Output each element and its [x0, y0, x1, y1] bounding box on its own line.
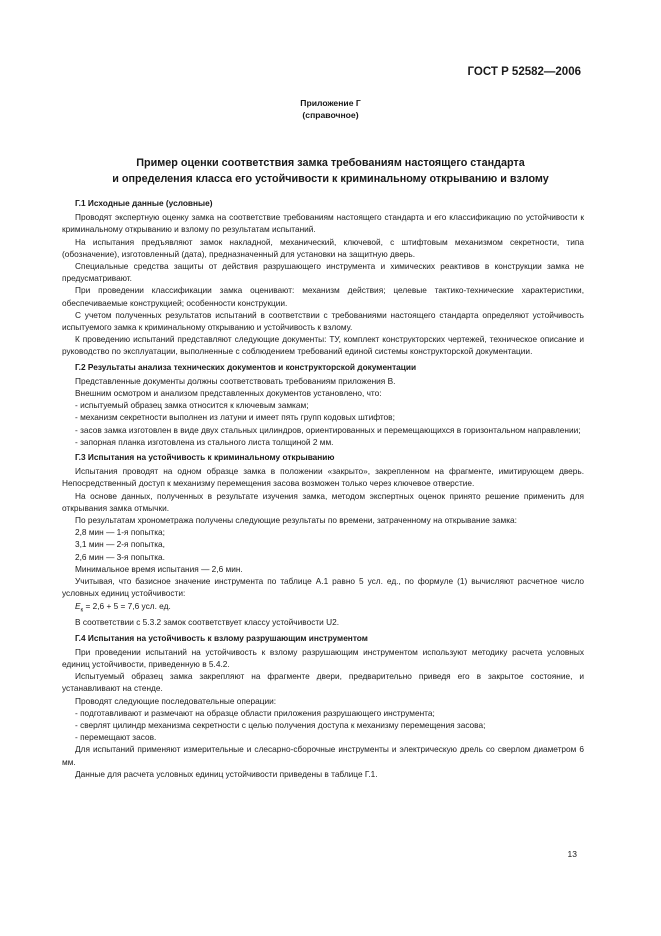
list-item: - подготавливают и размечают на образце области приложения разрушающего инструмента;: [75, 707, 435, 718]
title-line-1: Пример оценки соответствия замка требованиям настоящего стандарта: [136, 157, 525, 169]
document-body: [62, 195, 584, 780]
annex-note: (справочное): [302, 110, 359, 120]
list-item: - засов замка изготовлен в виде двух стальных цилиндров, ориентированных и перемещающихся в горизонтальном направлении;: [75, 424, 581, 435]
paragraph: Данные для расчета условных единиц устойчивости приведены в таблице Г.1.: [75, 768, 378, 779]
formula: [62, 600, 584, 617]
standard-code-header: ГОСТ Р 52582—2006: [467, 66, 581, 78]
paragraph: На основе данных, полученных в результате изучения замка, методом экспертных оценок принято решение применить для открывания замка отмычки.: [62, 490, 584, 513]
paragraph: Проводят следующие последовательные операции:: [75, 695, 277, 706]
document-title: [0, 155, 661, 187]
attempt-result: 2,6 мин — 3-я попытка.: [75, 551, 165, 562]
paragraph: На испытания предъявляют замок накладной, механический, ключевой, с штифтовым механизмом секретности, типа (обозначение), изготовленный (дата), предназначенный для установки на защитную дверь.: [62, 236, 584, 259]
paragraph: Испытания проводят на одном образце замка в положении «закрыто», закрепленном на фрагменте, имитирующем дверь. Непосредственный доступ к механизму перемещения засова возможен только через ключевое отверстие.: [62, 466, 584, 489]
list-item: - механизм секретности выполнен из латуни и имеет пять групп кодовых штифтов;: [75, 412, 395, 423]
formula-subscript: к: [80, 607, 84, 614]
paragraph: При проведении испытаний на устойчивость к взлому разрушающим инструментом используют методику расчета условных единиц устойчивости, приведенную в 5.4.2.: [62, 646, 584, 669]
paragraph: Внешним осмотром и анализом представленных документов установлено, что:: [75, 388, 382, 399]
paragraph: При проведении классификации замка оценивают: механизм действия; целевые тактико-технические характеристики, обеспечиваемые конструкцией; особенности конструкции.: [62, 285, 584, 308]
paragraph: Специальные средства защиты от действия разрушающего инструмента и химических реактивов в конструкции замка не предусматривают.: [62, 261, 584, 284]
annex-heading: [0, 97, 661, 121]
paragraph: Для испытаний применяют измерительные и слесарно-сборочные инструменты и электрическую дрель со сверлом диаметром 6 мм.: [62, 744, 584, 767]
list-item: - запорная планка изготовлена из стального листа толщиной 2 мм.: [75, 436, 334, 447]
list-item: - сверлят цилиндр механизма секретности с целью получения доступа к механизму перемещения засова;: [75, 719, 486, 730]
formula-expression: = 2,6 + 5 = 7,6 усл. ед.: [83, 600, 171, 611]
annex-title: Приложение Г: [300, 98, 361, 108]
section-heading-g1: Г.1 Исходные данные (условные): [75, 198, 213, 208]
list-item: - испытуемый образец замка относится к ключевым замкам;: [75, 400, 309, 411]
paragraph: Учитывая, что базисное значение инструмента по таблице А.1 равно 5 усл. ед., по формуле (1) вычисляют расчетное число условных единиц устойчивости:: [62, 576, 584, 599]
section-heading-g3: Г.3 Испытания на устойчивость к криминальному открыванию: [75, 452, 335, 463]
paragraph: Проводят экспертную оценку замка на соответствие требованиям настоящего стандарта и его классификацию по устойчивости к криминальному открыванию и взлому по результатам испытаний.: [62, 212, 584, 235]
attempt-result: 2,8 мин — 1-я попытка;: [75, 527, 165, 538]
section-heading-g4: Г.4 Испытания на устойчивость к взлому разрушающим инструментом: [75, 632, 368, 643]
paragraph: К проведению испытаний представляют следующие документы: ТУ, комплект конструкторских чертежей, техническое описание и руководство по эксплуатации, выполненные с соблюдением требований единой системы конструкторской документации.: [62, 334, 584, 357]
paragraph: С учетом полученных результатов испытаний в соответствии с требованиями настоящего стандарта определяют устойчивость испытуемого замка к криминальному открыванию и устойчивость к взлому.: [62, 309, 584, 333]
paragraph: По результатам хронометража получены следующие результаты по времени, затраченному на открывание замка:: [75, 515, 517, 526]
page-number: 13: [567, 849, 577, 859]
title-line-2: и определения класса его устойчивости к криминальному открыванию и взлому: [112, 173, 549, 185]
paragraph: Представленные документы должны соответствовать требованиям приложения В.: [75, 375, 396, 386]
attempt-result: 3,1 мин — 2-я попытка,: [75, 539, 165, 550]
section-heading-g2: Г.2 Результаты анализа технических документов и конструкторской документации: [75, 361, 417, 372]
paragraph: В соответствии с 5.3.2 замок соответствует классу устойчивости U2.: [75, 617, 339, 628]
paragraph: Испытуемый образец замка закрепляют на фрагменте двери, предварительно приведя его в закрытое состояние, и устанавливают на стенде.: [62, 671, 584, 694]
list-item: - перемещают засов.: [75, 732, 157, 743]
paragraph: Минимальное время испытания — 2,6 мин.: [75, 563, 243, 574]
formula-symbol: E: [75, 600, 81, 611]
